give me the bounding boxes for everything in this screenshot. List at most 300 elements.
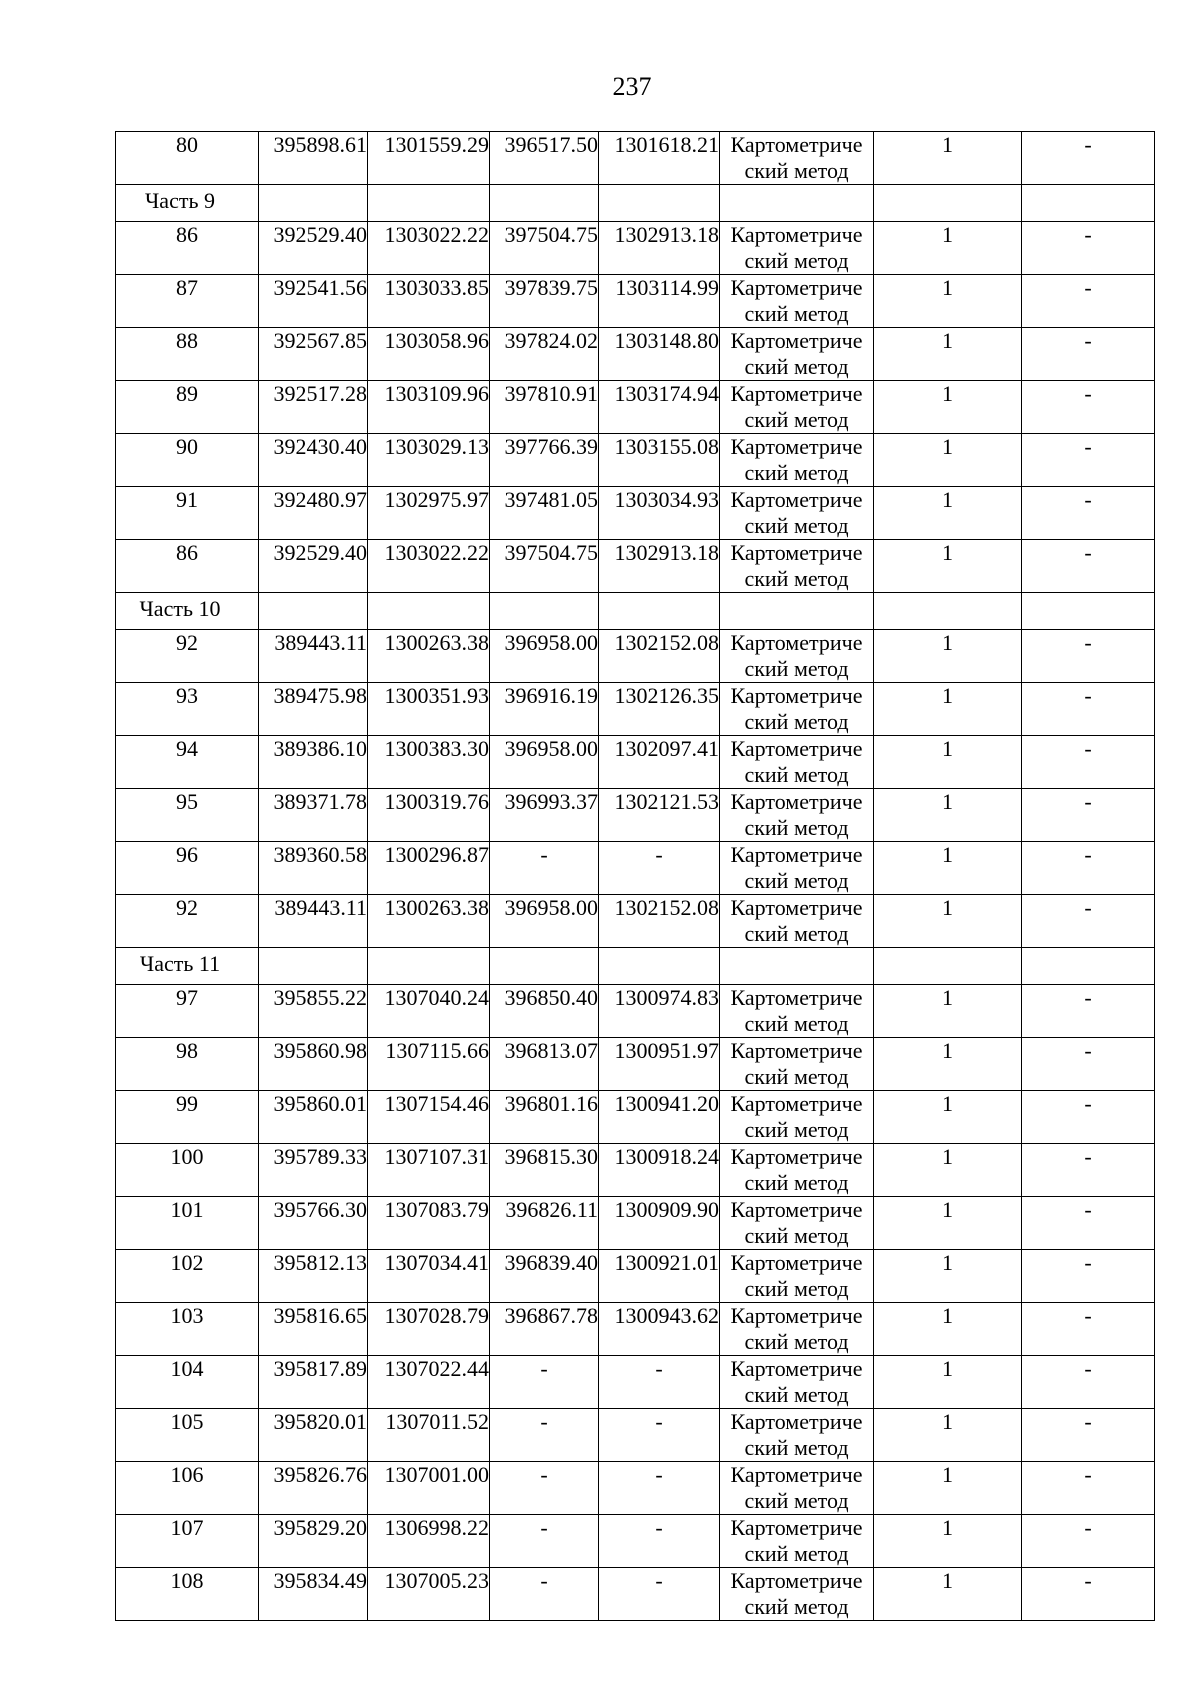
table-row bbox=[116, 630, 1155, 683]
y-coordinate-alt-cell: 1302126.35 bbox=[599, 683, 720, 736]
x-coordinate-cell: 395816.65 bbox=[259, 1303, 368, 1356]
method-text-line: ский метод bbox=[744, 513, 849, 538]
point-number-cell: 95 bbox=[116, 789, 259, 842]
method-text-line: ский метод bbox=[744, 1170, 849, 1195]
y-coordinate-cell: 1302975.97 bbox=[368, 487, 490, 540]
table-row bbox=[116, 1515, 1155, 1568]
y-coordinate-alt-cell: 1300974.83 bbox=[599, 985, 720, 1038]
y-coordinate-cell: 1307154.46 bbox=[368, 1091, 490, 1144]
empty-cell bbox=[599, 593, 720, 630]
point-number-cell: 92 bbox=[116, 895, 259, 948]
table-row bbox=[116, 1356, 1155, 1409]
method-text-line: ский метод bbox=[744, 1064, 849, 1089]
point-number-cell: 92 bbox=[116, 630, 259, 683]
method-text-line: ский метод bbox=[744, 1382, 849, 1407]
x-coordinate-alt-cell: 396801.16 bbox=[490, 1091, 599, 1144]
method-text-line: ский метод bbox=[744, 1488, 849, 1513]
accuracy-value-cell: 1 bbox=[874, 1356, 1022, 1409]
page-number: 237 bbox=[612, 72, 652, 101]
y-coordinate-alt-cell: 1302121.53 bbox=[599, 789, 720, 842]
note-cell: - bbox=[1022, 789, 1155, 842]
accuracy-value-cell: 1 bbox=[874, 789, 1022, 842]
method-text-line: Картометриче bbox=[730, 736, 863, 761]
note-cell: - bbox=[1022, 328, 1155, 381]
method-cell bbox=[720, 1197, 874, 1250]
method-text-line: ский метод bbox=[744, 762, 849, 787]
x-coordinate-alt-cell: 396517.50 bbox=[490, 132, 599, 185]
point-number-cell: 90 bbox=[116, 434, 259, 487]
point-number-cell: 96 bbox=[116, 842, 259, 895]
x-coordinate-alt-cell: 396839.40 bbox=[490, 1250, 599, 1303]
x-coordinate-alt-cell: 396916.19 bbox=[490, 683, 599, 736]
x-coordinate-alt-cell: 396958.00 bbox=[490, 630, 599, 683]
point-number-cell: 106 bbox=[116, 1462, 259, 1515]
point-number-cell: 99 bbox=[116, 1091, 259, 1144]
point-number-cell: 94 bbox=[116, 736, 259, 789]
y-coordinate-cell: 1307115.66 bbox=[368, 1038, 490, 1091]
y-coordinate-cell: 1307034.41 bbox=[368, 1250, 490, 1303]
table-row bbox=[116, 1303, 1155, 1356]
y-coordinate-cell: 1307022.44 bbox=[368, 1356, 490, 1409]
method-text-line: Картометриче bbox=[730, 1144, 863, 1169]
method-text-line: ский метод bbox=[744, 921, 849, 946]
accuracy-value-cell: 1 bbox=[874, 540, 1022, 593]
method-cell bbox=[720, 895, 874, 948]
accuracy-value-cell: 1 bbox=[874, 842, 1022, 895]
accuracy-value-cell: 1 bbox=[874, 985, 1022, 1038]
y-coordinate-cell: 1303109.96 bbox=[368, 381, 490, 434]
note-cell: - bbox=[1022, 381, 1155, 434]
y-coordinate-cell: 1301559.29 bbox=[368, 132, 490, 185]
x-coordinate-cell: 395855.22 bbox=[259, 985, 368, 1038]
method-cell bbox=[720, 985, 874, 1038]
method-text-line: ский метод bbox=[744, 1223, 849, 1248]
table-row bbox=[116, 683, 1155, 736]
empty-cell bbox=[490, 185, 599, 222]
method-cell bbox=[720, 1356, 874, 1409]
method-cell bbox=[720, 1462, 874, 1515]
note-cell: - bbox=[1022, 842, 1155, 895]
y-coordinate-cell: 1307028.79 bbox=[368, 1303, 490, 1356]
empty-cell bbox=[490, 948, 599, 985]
accuracy-value-cell: 1 bbox=[874, 895, 1022, 948]
method-text-line: Картометриче bbox=[730, 1568, 863, 1593]
x-coordinate-alt-cell: - bbox=[490, 1568, 599, 1621]
table-row bbox=[116, 132, 1155, 185]
x-coordinate-cell: 395898.61 bbox=[259, 132, 368, 185]
table-row bbox=[116, 1197, 1155, 1250]
y-coordinate-alt-cell: 1300943.62 bbox=[599, 1303, 720, 1356]
note-cell: - bbox=[1022, 1250, 1155, 1303]
note-cell: - bbox=[1022, 222, 1155, 275]
accuracy-value-cell: 1 bbox=[874, 1568, 1022, 1621]
y-coordinate-cell: 1303058.96 bbox=[368, 328, 490, 381]
x-coordinate-alt-cell: 397504.75 bbox=[490, 540, 599, 593]
y-coordinate-alt-cell: - bbox=[599, 1462, 720, 1515]
method-cell bbox=[720, 1250, 874, 1303]
y-coordinate-alt-cell: 1300909.90 bbox=[599, 1197, 720, 1250]
x-coordinate-cell: 395860.98 bbox=[259, 1038, 368, 1091]
method-text-line: Картометриче bbox=[730, 328, 863, 353]
table-row bbox=[116, 381, 1155, 434]
note-cell: - bbox=[1022, 1091, 1155, 1144]
y-coordinate-alt-cell: 1302152.08 bbox=[599, 630, 720, 683]
y-coordinate-alt-cell: 1302913.18 bbox=[599, 540, 720, 593]
method-text-line: ский метод bbox=[744, 354, 849, 379]
y-coordinate-alt-cell: - bbox=[599, 842, 720, 895]
method-cell bbox=[720, 630, 874, 683]
accuracy-value-cell: 1 bbox=[874, 275, 1022, 328]
method-text-line: Картометриче bbox=[730, 1250, 863, 1275]
empty-cell bbox=[368, 185, 490, 222]
table-row bbox=[116, 1409, 1155, 1462]
x-coordinate-alt-cell: 396826.11 bbox=[490, 1197, 599, 1250]
accuracy-value-cell: 1 bbox=[874, 1515, 1022, 1568]
method-cell bbox=[720, 789, 874, 842]
method-cell bbox=[720, 1303, 874, 1356]
part-header-row bbox=[116, 593, 1155, 630]
x-coordinate-alt-cell: 397824.02 bbox=[490, 328, 599, 381]
accuracy-value-cell: 1 bbox=[874, 328, 1022, 381]
x-coordinate-alt-cell: 397766.39 bbox=[490, 434, 599, 487]
y-coordinate-cell: 1307083.79 bbox=[368, 1197, 490, 1250]
method-text-line: Картометриче bbox=[730, 683, 863, 708]
method-text-line: Картометриче bbox=[730, 985, 863, 1010]
x-coordinate-cell: 389443.11 bbox=[259, 895, 368, 948]
note-cell: - bbox=[1022, 487, 1155, 540]
empty-cell bbox=[259, 185, 368, 222]
part-label: Часть 11 bbox=[116, 948, 259, 985]
x-coordinate-cell: 395820.01 bbox=[259, 1409, 368, 1462]
point-number-cell: 80 bbox=[116, 132, 259, 185]
empty-cell bbox=[1022, 185, 1155, 222]
method-text-line: ский метод bbox=[744, 815, 849, 840]
accuracy-value-cell: 1 bbox=[874, 1462, 1022, 1515]
method-text-line: Картометриче bbox=[730, 1197, 863, 1222]
x-coordinate-cell: 395860.01 bbox=[259, 1091, 368, 1144]
method-text-line: Картометриче bbox=[730, 630, 863, 655]
point-number-cell: 97 bbox=[116, 985, 259, 1038]
method-cell bbox=[720, 1038, 874, 1091]
x-coordinate-cell: 395829.20 bbox=[259, 1515, 368, 1568]
method-cell bbox=[720, 132, 874, 185]
empty-cell bbox=[368, 593, 490, 630]
table-body bbox=[116, 132, 1155, 1621]
note-cell: - bbox=[1022, 275, 1155, 328]
x-coordinate-cell: 392567.85 bbox=[259, 328, 368, 381]
table-row bbox=[116, 275, 1155, 328]
note-cell: - bbox=[1022, 630, 1155, 683]
coordinates-table bbox=[115, 131, 1155, 1621]
x-coordinate-cell: 389371.78 bbox=[259, 789, 368, 842]
point-number-cell: 86 bbox=[116, 540, 259, 593]
y-coordinate-alt-cell: 1303174.94 bbox=[599, 381, 720, 434]
x-coordinate-cell: 392541.56 bbox=[259, 275, 368, 328]
method-cell bbox=[720, 1515, 874, 1568]
method-text-line: ский метод bbox=[744, 868, 849, 893]
method-text-line: Картометриче bbox=[730, 1038, 863, 1063]
point-number-cell: 89 bbox=[116, 381, 259, 434]
point-number-cell: 100 bbox=[116, 1144, 259, 1197]
method-text-line: ский метод bbox=[744, 1011, 849, 1036]
y-coordinate-alt-cell: 1303034.93 bbox=[599, 487, 720, 540]
method-text-line: Картометриче bbox=[730, 1462, 863, 1487]
x-coordinate-cell: 395817.89 bbox=[259, 1356, 368, 1409]
empty-cell bbox=[720, 948, 874, 985]
method-cell bbox=[720, 736, 874, 789]
note-cell: - bbox=[1022, 434, 1155, 487]
y-coordinate-cell: 1303033.85 bbox=[368, 275, 490, 328]
method-cell bbox=[720, 434, 874, 487]
x-coordinate-alt-cell: 396993.37 bbox=[490, 789, 599, 842]
note-cell: - bbox=[1022, 895, 1155, 948]
accuracy-value-cell: 1 bbox=[874, 381, 1022, 434]
accuracy-value-cell: 1 bbox=[874, 1091, 1022, 1144]
part-header-row bbox=[116, 185, 1155, 222]
method-cell bbox=[720, 683, 874, 736]
method-text-line: Картометриче bbox=[730, 1303, 863, 1328]
method-text-line: Картометриче bbox=[730, 789, 863, 814]
method-text-line: ский метод bbox=[744, 407, 849, 432]
y-coordinate-cell: 1300263.38 bbox=[368, 630, 490, 683]
x-coordinate-cell: 389475.98 bbox=[259, 683, 368, 736]
note-cell: - bbox=[1022, 1197, 1155, 1250]
x-coordinate-cell: 389360.58 bbox=[259, 842, 368, 895]
accuracy-value-cell: 1 bbox=[874, 487, 1022, 540]
empty-cell bbox=[1022, 593, 1155, 630]
x-coordinate-alt-cell: - bbox=[490, 842, 599, 895]
table-row bbox=[116, 789, 1155, 842]
method-text-line: ский метод bbox=[744, 656, 849, 681]
part-header-row bbox=[116, 948, 1155, 985]
x-coordinate-cell: 389386.10 bbox=[259, 736, 368, 789]
y-coordinate-alt-cell: 1301618.21 bbox=[599, 132, 720, 185]
method-text-line: Картометриче bbox=[730, 1356, 863, 1381]
empty-cell bbox=[368, 948, 490, 985]
x-coordinate-cell: 395826.76 bbox=[259, 1462, 368, 1515]
note-cell: - bbox=[1022, 540, 1155, 593]
note-cell: - bbox=[1022, 1409, 1155, 1462]
table-row bbox=[116, 328, 1155, 381]
point-number-cell: 101 bbox=[116, 1197, 259, 1250]
method-text-line: Картометриче bbox=[730, 1515, 863, 1540]
y-coordinate-alt-cell: 1302913.18 bbox=[599, 222, 720, 275]
y-coordinate-alt-cell: 1302097.41 bbox=[599, 736, 720, 789]
method-text-line: ский метод bbox=[744, 566, 849, 591]
point-number-cell: 104 bbox=[116, 1356, 259, 1409]
note-cell: - bbox=[1022, 1038, 1155, 1091]
point-number-cell: 86 bbox=[116, 222, 259, 275]
x-coordinate-cell: 389443.11 bbox=[259, 630, 368, 683]
accuracy-value-cell: 1 bbox=[874, 1303, 1022, 1356]
empty-cell bbox=[1022, 948, 1155, 985]
note-cell: - bbox=[1022, 1303, 1155, 1356]
accuracy-value-cell: 1 bbox=[874, 132, 1022, 185]
point-number-cell: 105 bbox=[116, 1409, 259, 1462]
method-text-line: Картометриче bbox=[730, 540, 863, 565]
table-row bbox=[116, 1250, 1155, 1303]
x-coordinate-cell: 392480.97 bbox=[259, 487, 368, 540]
point-number-cell: 102 bbox=[116, 1250, 259, 1303]
table-row bbox=[116, 1091, 1155, 1144]
table-row bbox=[116, 1144, 1155, 1197]
accuracy-value-cell: 1 bbox=[874, 736, 1022, 789]
y-coordinate-cell: 1307107.31 bbox=[368, 1144, 490, 1197]
empty-cell bbox=[720, 593, 874, 630]
empty-cell bbox=[599, 185, 720, 222]
y-coordinate-cell: 1303022.22 bbox=[368, 222, 490, 275]
method-text-line: Картометриче bbox=[730, 1091, 863, 1116]
accuracy-value-cell: 1 bbox=[874, 1038, 1022, 1091]
method-text-line: ский метод bbox=[744, 301, 849, 326]
point-number-cell: 93 bbox=[116, 683, 259, 736]
y-coordinate-cell: 1300351.93 bbox=[368, 683, 490, 736]
table-row bbox=[116, 434, 1155, 487]
accuracy-value-cell: 1 bbox=[874, 222, 1022, 275]
table-row bbox=[116, 736, 1155, 789]
note-cell: - bbox=[1022, 736, 1155, 789]
y-coordinate-cell: 1303029.13 bbox=[368, 434, 490, 487]
accuracy-value-cell: 1 bbox=[874, 630, 1022, 683]
method-text-line: ский метод bbox=[744, 1435, 849, 1460]
method-cell bbox=[720, 328, 874, 381]
empty-cell bbox=[490, 593, 599, 630]
method-text-line: ский метод bbox=[744, 1276, 849, 1301]
x-coordinate-cell: 395834.49 bbox=[259, 1568, 368, 1621]
table-row bbox=[116, 540, 1155, 593]
point-number-cell: 88 bbox=[116, 328, 259, 381]
method-text-line: ский метод bbox=[744, 1594, 849, 1619]
x-coordinate-alt-cell: 397504.75 bbox=[490, 222, 599, 275]
part-label: Часть 9 bbox=[116, 185, 259, 222]
x-coordinate-cell: 395812.13 bbox=[259, 1250, 368, 1303]
x-coordinate-alt-cell: 396958.00 bbox=[490, 895, 599, 948]
y-coordinate-cell: 1307040.24 bbox=[368, 985, 490, 1038]
point-number-cell: 91 bbox=[116, 487, 259, 540]
y-coordinate-cell: 1307001.00 bbox=[368, 1462, 490, 1515]
y-coordinate-alt-cell: 1303148.80 bbox=[599, 328, 720, 381]
note-cell: - bbox=[1022, 1356, 1155, 1409]
y-coordinate-alt-cell: 1300921.01 bbox=[599, 1250, 720, 1303]
y-coordinate-alt-cell: 1303114.99 bbox=[599, 275, 720, 328]
y-coordinate-cell: 1300263.38 bbox=[368, 895, 490, 948]
empty-cell bbox=[720, 185, 874, 222]
table-row bbox=[116, 222, 1155, 275]
method-text-line: Картометриче bbox=[730, 222, 863, 247]
method-text-line: ский метод bbox=[744, 1117, 849, 1142]
method-cell bbox=[720, 540, 874, 593]
note-cell: - bbox=[1022, 683, 1155, 736]
x-coordinate-cell: 395789.33 bbox=[259, 1144, 368, 1197]
table-row bbox=[116, 1462, 1155, 1515]
x-coordinate-alt-cell: 397839.75 bbox=[490, 275, 599, 328]
y-coordinate-alt-cell: 1300951.97 bbox=[599, 1038, 720, 1091]
method-text-line: ский метод bbox=[744, 1541, 849, 1566]
method-cell bbox=[720, 1568, 874, 1621]
point-number-cell: 108 bbox=[116, 1568, 259, 1621]
accuracy-value-cell: 1 bbox=[874, 1409, 1022, 1462]
x-coordinate-alt-cell: 396958.00 bbox=[490, 736, 599, 789]
y-coordinate-cell: 1300296.87 bbox=[368, 842, 490, 895]
method-cell bbox=[720, 1091, 874, 1144]
empty-cell bbox=[599, 948, 720, 985]
method-cell bbox=[720, 381, 874, 434]
y-coordinate-alt-cell: - bbox=[599, 1515, 720, 1568]
y-coordinate-alt-cell: - bbox=[599, 1568, 720, 1621]
y-coordinate-alt-cell: 1300941.20 bbox=[599, 1091, 720, 1144]
empty-cell bbox=[259, 593, 368, 630]
accuracy-value-cell: 1 bbox=[874, 1197, 1022, 1250]
y-coordinate-alt-cell: 1302152.08 bbox=[599, 895, 720, 948]
x-coordinate-cell: 392529.40 bbox=[259, 540, 368, 593]
note-cell: - bbox=[1022, 1515, 1155, 1568]
y-coordinate-cell: 1300319.76 bbox=[368, 789, 490, 842]
method-text-line: ский метод bbox=[744, 1329, 849, 1354]
empty-cell bbox=[259, 948, 368, 985]
x-coordinate-alt-cell: 397810.91 bbox=[490, 381, 599, 434]
method-text-line: Картометриче bbox=[730, 275, 863, 300]
x-coordinate-alt-cell: 396815.30 bbox=[490, 1144, 599, 1197]
method-cell bbox=[720, 275, 874, 328]
x-coordinate-alt-cell: - bbox=[490, 1515, 599, 1568]
y-coordinate-cell: 1307005.23 bbox=[368, 1568, 490, 1621]
x-coordinate-cell: 395766.30 bbox=[259, 1197, 368, 1250]
method-cell bbox=[720, 1144, 874, 1197]
method-text-line: ский метод bbox=[744, 460, 849, 485]
y-coordinate-alt-cell: - bbox=[599, 1409, 720, 1462]
point-number-cell: 87 bbox=[116, 275, 259, 328]
method-text-line: Картометриче bbox=[730, 842, 863, 867]
y-coordinate-cell: 1300383.30 bbox=[368, 736, 490, 789]
accuracy-value-cell: 1 bbox=[874, 1250, 1022, 1303]
note-cell: - bbox=[1022, 1568, 1155, 1621]
point-number-cell: 98 bbox=[116, 1038, 259, 1091]
x-coordinate-alt-cell: 396850.40 bbox=[490, 985, 599, 1038]
x-coordinate-alt-cell: 396867.78 bbox=[490, 1303, 599, 1356]
method-cell bbox=[720, 222, 874, 275]
x-coordinate-alt-cell: 397481.05 bbox=[490, 487, 599, 540]
part-label: Часть 10 bbox=[116, 593, 259, 630]
method-text-line: ский метод bbox=[744, 709, 849, 734]
method-text-line: Картометриче bbox=[730, 487, 863, 512]
table-row bbox=[116, 895, 1155, 948]
x-coordinate-alt-cell: - bbox=[490, 1462, 599, 1515]
x-coordinate-alt-cell: - bbox=[490, 1356, 599, 1409]
table-row bbox=[116, 1038, 1155, 1091]
method-text-line: Картометриче bbox=[730, 381, 863, 406]
empty-cell bbox=[874, 593, 1022, 630]
table-row bbox=[116, 487, 1155, 540]
method-text-line: Картометриче bbox=[730, 132, 863, 157]
y-coordinate-alt-cell: - bbox=[599, 1356, 720, 1409]
y-coordinate-cell: 1307011.52 bbox=[368, 1409, 490, 1462]
table-row bbox=[116, 1568, 1155, 1621]
method-text-line: Картометриче bbox=[730, 434, 863, 459]
y-coordinate-cell: 1306998.22 bbox=[368, 1515, 490, 1568]
method-text-line: ский метод bbox=[744, 248, 849, 273]
accuracy-value-cell: 1 bbox=[874, 683, 1022, 736]
point-number-cell: 107 bbox=[116, 1515, 259, 1568]
method-text-line: ский метод bbox=[744, 158, 849, 183]
note-cell: - bbox=[1022, 985, 1155, 1038]
note-cell: - bbox=[1022, 1462, 1155, 1515]
method-cell bbox=[720, 487, 874, 540]
y-coordinate-alt-cell: 1303155.08 bbox=[599, 434, 720, 487]
method-cell bbox=[720, 1409, 874, 1462]
accuracy-value-cell: 1 bbox=[874, 1144, 1022, 1197]
x-coordinate-cell: 392517.28 bbox=[259, 381, 368, 434]
point-number-cell: 103 bbox=[116, 1303, 259, 1356]
